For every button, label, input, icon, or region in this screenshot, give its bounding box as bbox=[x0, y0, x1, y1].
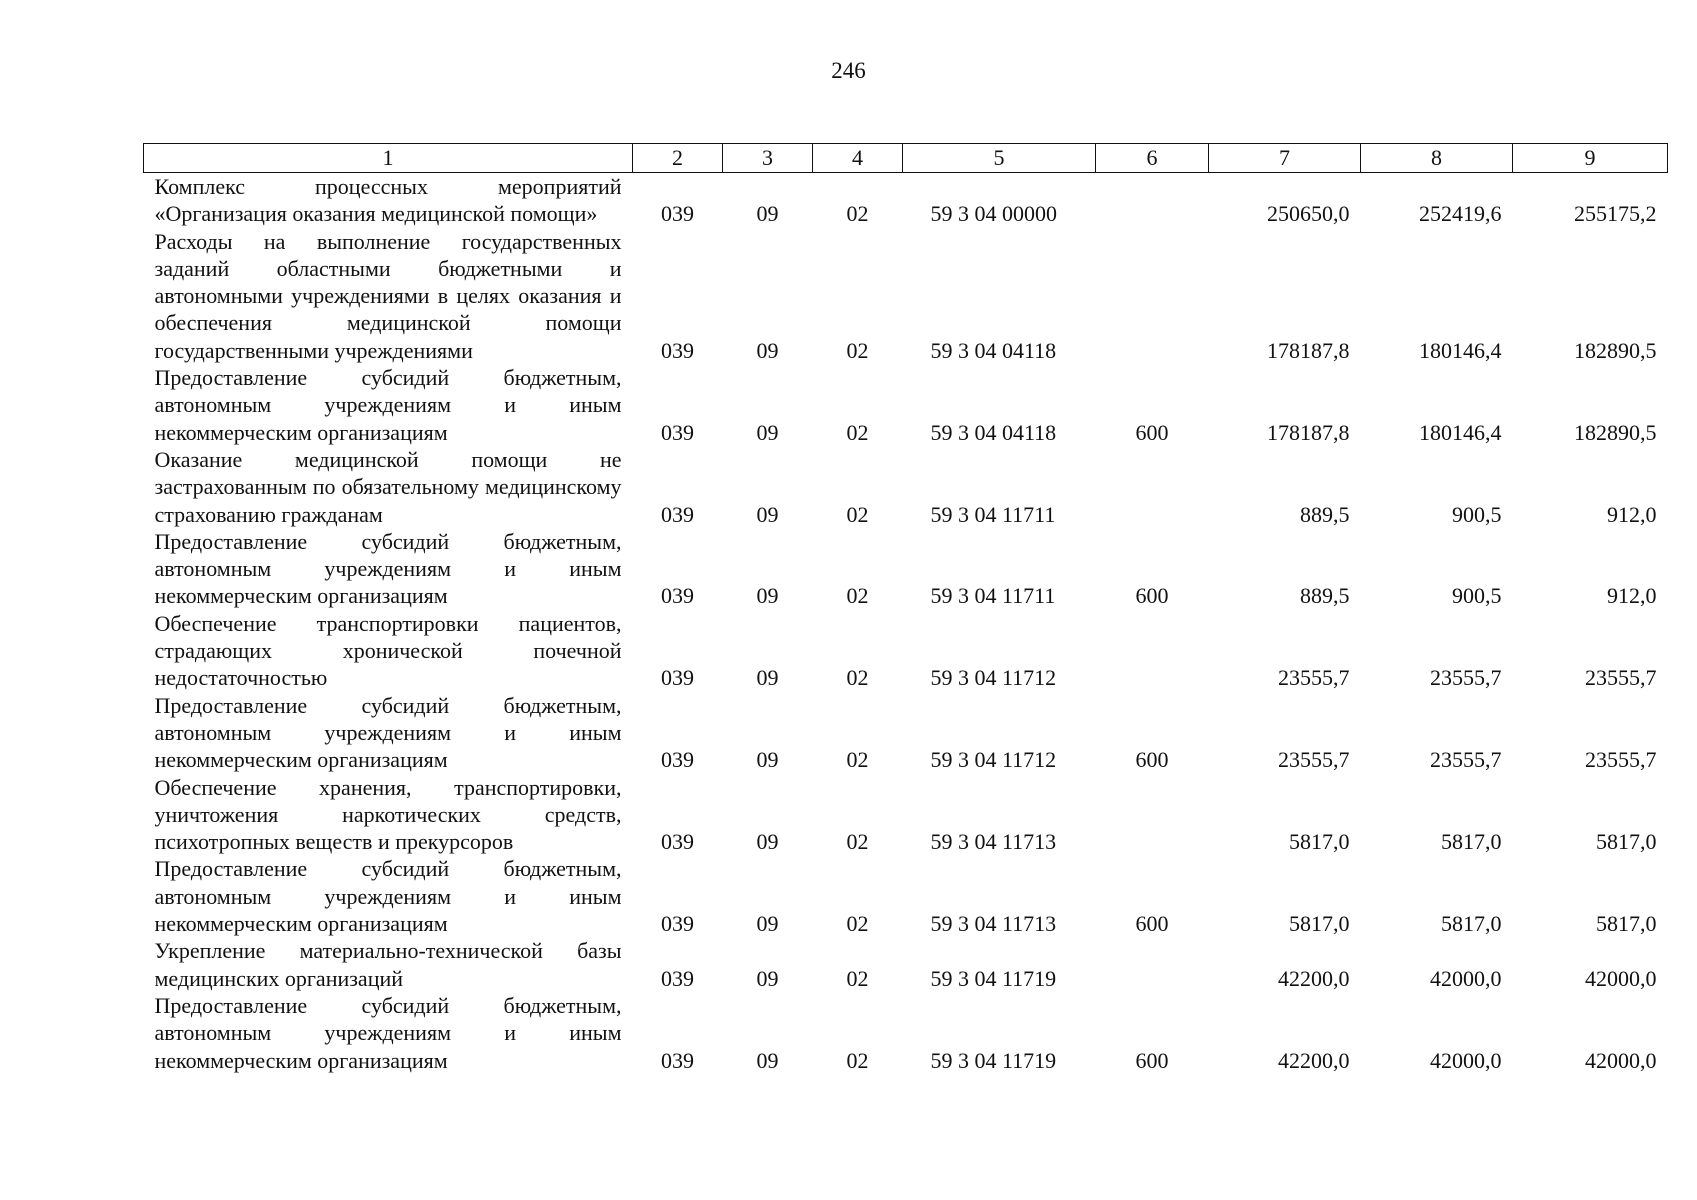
cell-subsection-code: 02 bbox=[846, 665, 869, 691]
cell-target-article-code: 59 3 04 11712 bbox=[930, 747, 1057, 773]
cell-amount-year-3: 42000,0 bbox=[1585, 1047, 1657, 1073]
cell-amount-year-1: 23555,7 bbox=[1278, 665, 1350, 691]
cell-expense-type-code bbox=[1096, 173, 1209, 228]
header-row bbox=[144, 144, 1668, 173]
cell-subsection-code: 02 bbox=[846, 201, 869, 227]
cell-subsection-code: 02 bbox=[846, 911, 869, 937]
table-row bbox=[144, 610, 1668, 692]
table-row bbox=[144, 937, 1668, 992]
cell-amount-year-1: 5817,0 bbox=[1289, 911, 1350, 937]
cell-amount-year-2: 42000,0 bbox=[1430, 965, 1502, 991]
cell-amount-year-3: 912,0 bbox=[1607, 583, 1657, 609]
cell-expense-type-code bbox=[1096, 610, 1209, 692]
cell-amount-year-1: 889,5 bbox=[1300, 583, 1350, 609]
cell-ministry-code: 039 bbox=[661, 829, 694, 855]
cell-expense-type-code bbox=[1096, 446, 1209, 528]
column-header-5: 5 bbox=[903, 144, 1096, 173]
cell-ministry-code: 039 bbox=[661, 583, 694, 609]
cell-description: Расходы на выполнение государственных заданий областными бюджетными и автономными учреждениями в целях оказания и обеспечения медицинской помощи государственными учреждениями bbox=[154, 228, 622, 363]
table-body bbox=[144, 173, 1668, 1074]
cell-subsection-code: 02 bbox=[846, 965, 869, 991]
cell-target-article-code: 59 3 04 11711 bbox=[930, 501, 1056, 527]
cell-expense-type-code: 600 bbox=[1135, 583, 1169, 609]
cell-ministry-code: 039 bbox=[661, 665, 694, 691]
cell-amount-year-3: 255175,2 bbox=[1574, 201, 1657, 227]
column-header-2: 2 bbox=[633, 144, 723, 173]
cell-target-article-code: 59 3 04 00000 bbox=[930, 201, 1057, 227]
column-header-7: 7 bbox=[1209, 144, 1361, 173]
cell-amount-year-3: 182890,5 bbox=[1574, 337, 1657, 363]
table-row bbox=[144, 173, 1668, 228]
cell-ministry-code: 039 bbox=[661, 201, 694, 227]
budget-table bbox=[143, 143, 1668, 1074]
cell-expense-type-code: 600 bbox=[1135, 1047, 1169, 1073]
cell-description: Комплекс процессных мероприятий «Организация оказания медицинской помощи» bbox=[154, 174, 622, 227]
cell-subsection-code: 02 bbox=[846, 419, 869, 445]
cell-section-code: 09 bbox=[756, 829, 779, 855]
column-header-1: 1 bbox=[144, 144, 633, 173]
cell-amount-year-1: 42200,0 bbox=[1278, 1047, 1350, 1073]
cell-section-code: 09 bbox=[756, 665, 779, 691]
cell-expense-type-code: 600 bbox=[1135, 419, 1169, 445]
table-row bbox=[144, 774, 1668, 856]
cell-description: Предоставление субсидий бюджетным, автономным учреждениям и иным некоммерческим организациям bbox=[154, 528, 622, 609]
cell-target-article-code: 59 3 04 11713 bbox=[930, 829, 1057, 855]
cell-subsection-code: 02 bbox=[846, 583, 869, 609]
cell-ministry-code: 039 bbox=[661, 911, 694, 937]
cell-amount-year-2: 900,5 bbox=[1452, 583, 1502, 609]
cell-section-code: 09 bbox=[756, 583, 779, 609]
column-header-3: 3 bbox=[723, 144, 813, 173]
cell-amount-year-2: 42000,0 bbox=[1430, 1047, 1502, 1073]
cell-ministry-code: 039 bbox=[661, 1047, 694, 1073]
table-row bbox=[144, 446, 1668, 528]
cell-amount-year-1: 5817,0 bbox=[1289, 829, 1350, 855]
cell-ministry-code: 039 bbox=[661, 419, 694, 445]
cell-amount-year-2: 180146,4 bbox=[1419, 337, 1502, 363]
cell-section-code: 09 bbox=[756, 501, 779, 527]
cell-expense-type-code: 600 bbox=[1135, 747, 1169, 773]
cell-expense-type-code bbox=[1096, 774, 1209, 856]
cell-subsection-code: 02 bbox=[846, 829, 869, 855]
table-row bbox=[144, 692, 1668, 774]
column-header-6: 6 bbox=[1096, 144, 1209, 173]
cell-amount-year-3: 912,0 bbox=[1607, 501, 1657, 527]
table-row bbox=[144, 228, 1668, 364]
cell-amount-year-3: 23555,7 bbox=[1585, 665, 1657, 691]
cell-description: Предоставление субсидий бюджетным, автономным учреждениям и иным некоммерческим организациям bbox=[154, 856, 622, 937]
cell-amount-year-1: 178187,8 bbox=[1267, 337, 1350, 363]
cell-amount-year-3: 42000,0 bbox=[1585, 965, 1657, 991]
cell-expense-type-code bbox=[1096, 228, 1209, 364]
cell-subsection-code: 02 bbox=[846, 337, 869, 363]
cell-ministry-code: 039 bbox=[661, 501, 694, 527]
cell-description: Оказание медицинской помощи не застрахованным по обязательному медицинскому страхованию гражданам bbox=[154, 446, 622, 527]
cell-amount-year-1: 42200,0 bbox=[1278, 965, 1350, 991]
table-header bbox=[144, 144, 1668, 173]
page-number: 246 bbox=[831, 58, 866, 83]
cell-target-article-code: 59 3 04 11712 bbox=[930, 665, 1057, 691]
cell-ministry-code: 039 bbox=[661, 965, 694, 991]
cell-target-article-code: 59 3 04 11719 bbox=[930, 1047, 1057, 1073]
cell-amount-year-2: 900,5 bbox=[1452, 501, 1502, 527]
cell-description: Обеспечение хранения, транспортировки, уничтожения наркотических средств, психотропных веществ и прекурсоров bbox=[154, 774, 622, 855]
cell-expense-type-code: 600 bbox=[1135, 911, 1169, 937]
cell-subsection-code: 02 bbox=[846, 501, 869, 527]
cell-amount-year-2: 5817,0 bbox=[1441, 829, 1502, 855]
cell-amount-year-3: 5817,0 bbox=[1596, 911, 1657, 937]
cell-amount-year-2: 252419,6 bbox=[1419, 201, 1502, 227]
column-header-4: 4 bbox=[813, 144, 903, 173]
table-row bbox=[144, 364, 1668, 446]
cell-expense-type-code bbox=[1096, 937, 1209, 992]
column-header-9: 9 bbox=[1513, 144, 1668, 173]
cell-amount-year-2: 180146,4 bbox=[1419, 419, 1502, 445]
cell-section-code: 09 bbox=[756, 1047, 779, 1073]
cell-amount-year-3: 23555,7 bbox=[1585, 747, 1657, 773]
cell-amount-year-1: 178187,8 bbox=[1267, 419, 1350, 445]
column-header-8: 8 bbox=[1361, 144, 1513, 173]
cell-amount-year-1: 250650,0 bbox=[1267, 201, 1350, 227]
cell-section-code: 09 bbox=[756, 747, 779, 773]
cell-target-article-code: 59 3 04 04118 bbox=[930, 419, 1057, 445]
cell-target-article-code: 59 3 04 04118 bbox=[930, 337, 1057, 363]
cell-ministry-code: 039 bbox=[661, 747, 694, 773]
cell-subsection-code: 02 bbox=[846, 1047, 869, 1073]
cell-amount-year-3: 5817,0 bbox=[1596, 829, 1657, 855]
cell-section-code: 09 bbox=[756, 419, 779, 445]
table-row bbox=[144, 855, 1668, 937]
cell-subsection-code: 02 bbox=[846, 747, 869, 773]
cell-target-article-code: 59 3 04 11719 bbox=[930, 965, 1057, 991]
cell-amount-year-2: 23555,7 bbox=[1430, 747, 1502, 773]
cell-amount-year-3: 182890,5 bbox=[1574, 419, 1657, 445]
cell-amount-year-1: 889,5 bbox=[1300, 501, 1350, 527]
cell-section-code: 09 bbox=[756, 201, 779, 227]
cell-section-code: 09 bbox=[756, 337, 779, 363]
table-row bbox=[144, 992, 1668, 1074]
cell-target-article-code: 59 3 04 11711 bbox=[930, 583, 1056, 609]
cell-ministry-code: 039 bbox=[661, 337, 694, 363]
table-row bbox=[144, 528, 1668, 610]
cell-description: Укрепление материально-технической базы медицинских организаций bbox=[154, 938, 622, 991]
cell-description: Обеспечение транспортировки пациентов, страдающих хронической почечной недостаточностью bbox=[154, 610, 622, 691]
cell-description: Предоставление субсидий бюджетным, автономным учреждениям и иным некоммерческим организациям bbox=[154, 365, 622, 445]
cell-description: Предоставление субсидий бюджетным, автономным учреждениям и иным некоммерческим организациям bbox=[154, 692, 622, 773]
cell-section-code: 09 bbox=[756, 965, 779, 991]
cell-section-code: 09 bbox=[756, 911, 779, 937]
cell-amount-year-2: 5817,0 bbox=[1441, 911, 1502, 937]
cell-target-article-code: 59 3 04 11713 bbox=[930, 911, 1057, 937]
cell-description: Предоставление субсидий бюджетным, автономным учреждениям и иным некоммерческим организациям bbox=[154, 992, 622, 1073]
cell-amount-year-2: 23555,7 bbox=[1430, 665, 1502, 691]
cell-amount-year-1: 23555,7 bbox=[1278, 747, 1350, 773]
